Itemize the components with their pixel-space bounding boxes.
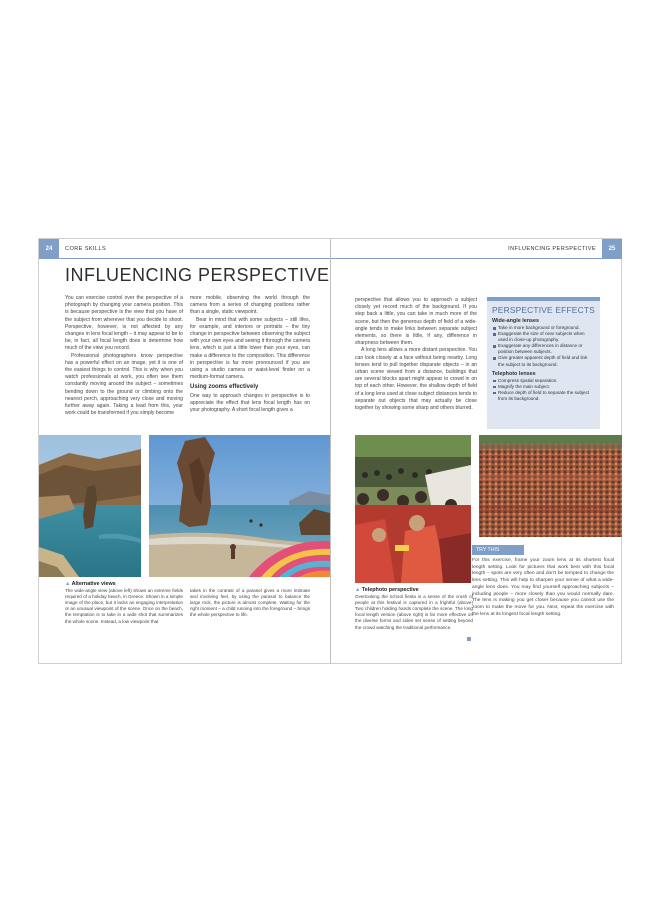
try-this-heading: TRY THIS [472, 545, 524, 555]
sidebar-heading-wide: Wide-angle lenses [492, 318, 539, 324]
caption-title-text: Telephoto perspective [361, 587, 419, 593]
book-spread [38, 238, 622, 664]
telephoto-list [492, 378, 595, 402]
sidebar-heading-tele: Telephoto lenses [492, 370, 536, 377]
paragraph: Professional photographers know perspective has a powerful effect on an image, yet it is one of the easiest things to control. This is why when you watch professionals at work, you often see them constantly moving around the subject – sometimes bending down to the ground or climbing onto the nearest perch, approaching very close and moving further away again. Taking a lead from this, your work could be transformed if you simply become [65, 352, 183, 417]
photo-beach-parasol-image [149, 435, 330, 577]
sidebar-title: PERSPECTIVE EFFECTS [492, 305, 595, 315]
list-item: Compress spatial separation. [498, 378, 595, 384]
caption-title [65, 581, 183, 587]
paragraph: more mobile, observing the world through the camera from a series of changing positions rather than a single, static viewpoint. [190, 295, 310, 316]
list-item: Take in more background or foreground. [498, 325, 595, 331]
caption-title-text: Alternative views [71, 581, 116, 587]
photo-rocky-cove [39, 435, 141, 577]
left-column-1 [65, 295, 183, 417]
left-column-2 [190, 295, 310, 414]
perspective-effects-box [487, 297, 600, 429]
header-rule-left [59, 258, 330, 259]
paragraph: One way to approach changes in perspective is to appreciate the effect that lens focal length has on your photography. A short focal length gives a [190, 392, 310, 414]
photo-beach-parasol [149, 435, 330, 577]
try-this-text: For this exercise, frame your zoom lens at its shortest focal length setting. Look for pictures that work best with this focal length – spots are very often and don't be tempted to change the lens setting. This will help to sharpen your sense of what a wide-angle lens does. You may find yourself approaching subjects – including people – more closely than you would normally dare. The lens is making you get closer because you cannot use the zoom to make the move for you. Next, repeat the exercise with the lens at its longest focal length setting. [472, 558, 614, 617]
caption-title [355, 587, 473, 593]
right-page [331, 239, 622, 663]
triangle-up-icon: ▲ [355, 587, 362, 593]
photo-rocky-cove-image [39, 435, 141, 577]
paragraph: perspective that allows you to approach a subject closely yet record much of the background. If you step back a little, you can take in much more of the scene, but then the generous depth of field of a wide-angle tends to make links between separate subject elements, so there is little, if any, difference in sharpness between them. [355, 297, 477, 347]
list-item: Reduce depth of field to separate the subject from its background. [498, 390, 595, 402]
page-number-left: 24 [39, 239, 59, 259]
list-item: Give greater apparent depth of field and link the subject to its background. [498, 355, 595, 367]
running-head-right: INFLUENCING PERSPECTIVE [508, 246, 596, 252]
running-head-left: CORE SKILLS [65, 246, 107, 252]
subheading: Using zooms effectively [190, 384, 259, 391]
list-item: Exaggerate any differences in distance or position between subjects. [498, 343, 595, 355]
photo-crowd-fiesta-image [355, 435, 471, 583]
photo-crowd-fiesta [355, 435, 471, 583]
wide-angle-list [492, 325, 595, 368]
try-this-box [472, 545, 614, 618]
right-column-1 [355, 297, 477, 412]
photo-telephoto-crowd [479, 435, 622, 537]
caption-continued [190, 588, 310, 618]
list-item: Magnify the main subject. [498, 384, 595, 390]
paragraph: Bear in mind that with some subjects – still lifes, for example, and interiors or portraits – the tiny change in perspective between observing the subject with your own eyes and seeing it through the camera lens, which is just a little lower than your eyes, can make a difference to the composition. This difference in perspective is far more pronounced if you are using a studio camera or waist-level finder on a medium-format camera. [190, 316, 310, 381]
triangle-up-icon: ▲ [65, 581, 72, 587]
caption-text: takes in the contrast of a parasol gives a more intimate and involving feel, by using the parasol to balance the large rock, the picture is almost complete. Waiting for the right moment – a child running into the foreground – brings the whole perspective to life. [190, 588, 310, 618]
caption-telephoto-perspective [355, 587, 473, 631]
caption-alternative-views [65, 581, 183, 625]
paragraph: A long lens allows a more distant perspective. You can look closely at a face without being nearby. Long lenses tend to pull together disparate objects – in an urban scene viewed from a distance, buildings that are several blocks apart might appear to crowd in on top of each other. However, the shallow depth of field of a long lens used at close subject distances tends to separate out objects that may actually be close together by showing some sharp and others blurred. [355, 347, 477, 412]
caption-text: The wide-angle view (above left) shows an extreme fields required of a holiday beach, in Greece. Shown in a simple image of the place, but it lacks an engaging interpretation or an unusual viewpoint of the scene. Once on the beach, the temptation is to take in a wide shot that summarizes the whole scene. Instead, a low viewpoint that [65, 588, 183, 624]
caption-text: Overlooking the school fiesta is a sense of the crush of people at this festival is captured in a frightful (above) Two children holding hands complete the scene. The long focal length version (above right) is far more effective on the diverse forms and sides set sense of setting beyond the crowd watching the traditional performance. [355, 594, 473, 630]
left-page [39, 239, 330, 663]
page-title: INFLUENCING PERSPECTIVE [65, 265, 330, 285]
end-marker [467, 637, 471, 641]
photo-telephoto-crowd-image [479, 435, 622, 537]
page-number-right: 25 [602, 239, 622, 259]
list-item: Exaggerate the size of near subjects when used in close-up photography. [498, 331, 595, 343]
paragraph: You can exercise control over the perspective of a photograph by changing your camera position. This is because perspective is the view that you have of the subject from wherever that you decide to shoot. Perspective, however, is not affected by any changes in lens focal length – it may appear to be to be, in fact, all focal length does is determine how much of the view you record. [65, 295, 183, 352]
